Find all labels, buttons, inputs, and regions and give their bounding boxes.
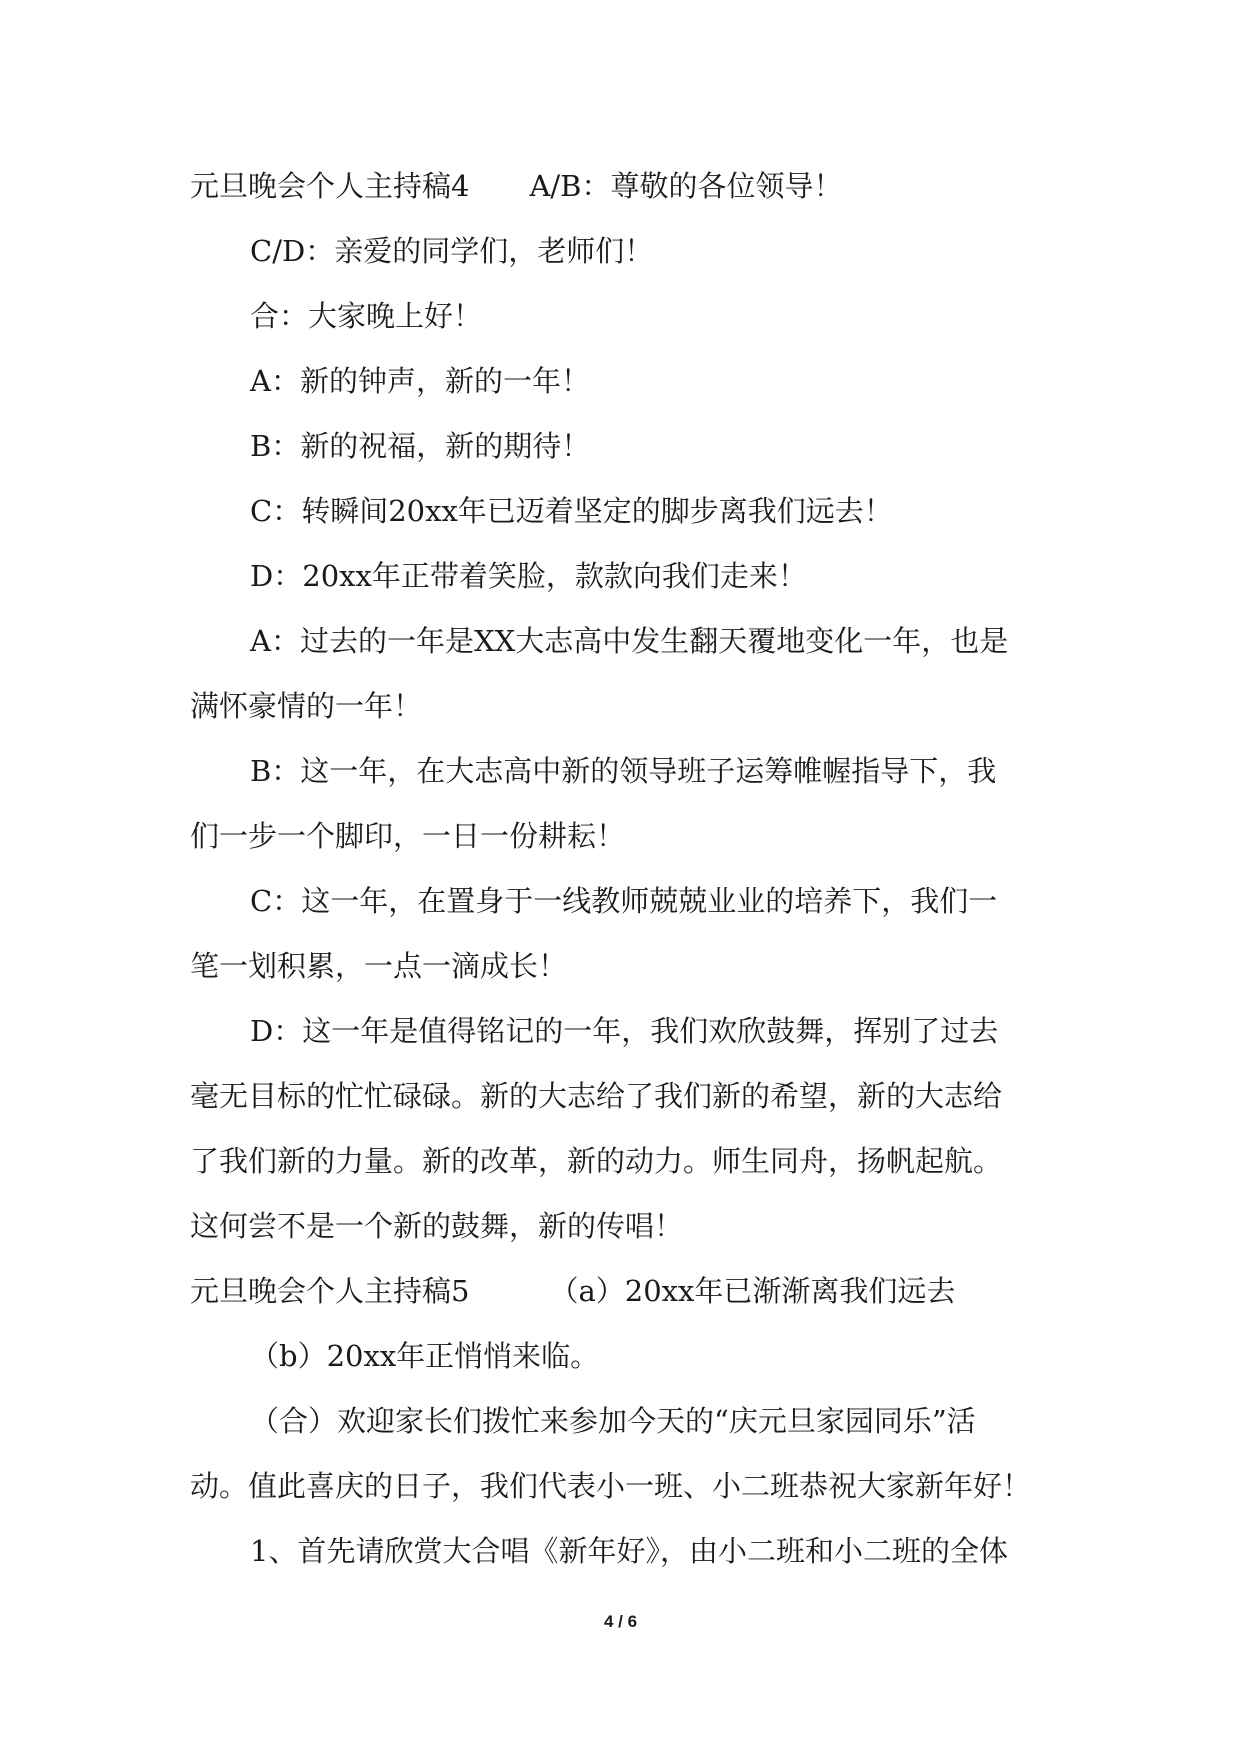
paragraph-line: （b）20xx年正悄悄来临。: [250, 1339, 600, 1373]
paragraph-line: C/D：亲爱的同学们，老师们！: [250, 234, 654, 268]
paragraph-line: B：这一年，在大志高中新的领导班子运筹帷幄指导下，我: [250, 754, 997, 788]
section5-heading: 元旦晚会个人主持稿5: [190, 1274, 470, 1308]
document-body: [190, 154, 1070, 1584]
paragraph-continuation: 了我们新的力量。新的改革，新的动力。师生同舟，扬帆起航。: [190, 1144, 1003, 1178]
paragraph-continuation: 动。值此喜庆的日子，我们代表小一班、小二班恭祝大家新年好！: [190, 1469, 1032, 1503]
paragraph-line: 合：大家晚上好！: [250, 299, 483, 333]
paragraph-line: A：新的钟声，新的一年！: [250, 364, 590, 398]
paragraph-continuation: 毫无目标的忙忙碌碌。新的大志给了我们新的希望，新的大志给: [190, 1079, 1003, 1113]
paragraph-line: C：转瞬间20xx年已迈着坚定的脚步离我们远去！: [250, 494, 893, 528]
section4-heading: 元旦晚会个人主持稿4: [190, 169, 470, 203]
paragraph-continuation: 笔一划积累，一点一滴成长！: [190, 949, 568, 983]
paragraph-line: C：这一年，在置身于一线教师兢兢业业的培养下，我们一: [250, 884, 998, 918]
paragraph-line: D：20xx年正带着笑脸，款款向我们走来！: [250, 559, 807, 593]
section5-heading-line: [190, 1259, 1070, 1324]
section4-heading-line: [190, 154, 1070, 219]
paragraph-continuation: 这何尝不是一个新的鼓舞，新的传唱！: [190, 1209, 684, 1243]
paragraph-line: 1、首先请欣赏大合唱《新年好》，由小二班和小二班的全体: [250, 1534, 1008, 1568]
section5-first-line: （a）20xx年已渐渐离我们远去: [549, 1274, 956, 1308]
paragraph-line: D：这一年是值得铭记的一年，我们欢欣鼓舞，挥别了过去: [250, 1014, 999, 1048]
paragraph-continuation: 们一步一个脚印，一日一份耕耘！: [190, 819, 626, 853]
paragraph-continuation: 满怀豪情的一年！: [190, 689, 423, 723]
section4-first-line: A/B：尊敬的各位领导！: [529, 169, 843, 203]
paragraph-line: A：过去的一年是XX大志高中发生翻天覆地变化一年，也是: [250, 624, 1009, 658]
page-number: 4 / 6: [603, 1612, 638, 1631]
paragraph-line: B：新的祝福，新的期待！: [250, 429, 591, 463]
paragraph-line: （合）欢迎家长们拨忙来参加今天的“庆元旦家园同乐”活: [250, 1404, 976, 1438]
